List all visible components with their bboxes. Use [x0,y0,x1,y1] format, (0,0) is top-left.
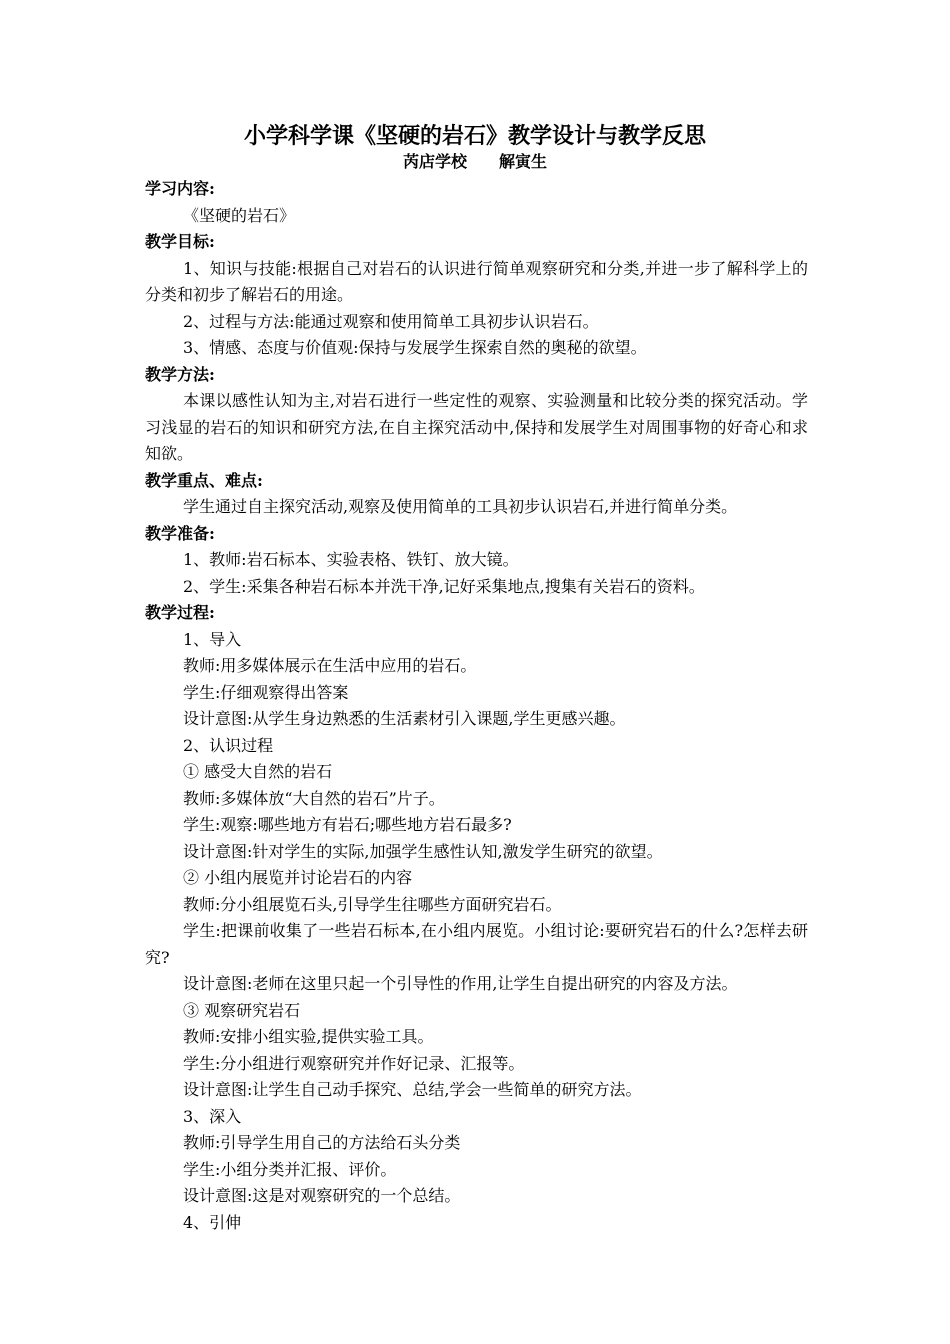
document-body [145,176,808,1236]
paragraph: 1、导入 [183,629,242,649]
paragraph: 设计意图:这是对观察研究的一个总结。 [183,1186,461,1205]
section-heading-goals: 教学目标: [145,232,215,251]
paragraph: 2、学生:采集各种岩石标本并洗干净,记好采集地点,搜集有关岩石的资料。 [183,576,705,596]
paragraph: 设计意图:老师在这里只起一个引导性的作用,让学生自提出研究的内容及方法。 [183,974,738,993]
paragraph: 本课以感性认知为主,对岩石进行一些定性的观察、实验测量和比较分类的探究活动。学习浅显的岩石的知识和研究方法,在自主探究活动中,保持和发展学生对周围事物的好奇心和求知欲。 [145,391,808,463]
paragraph: ③ 观察研究岩石 [183,1000,301,1020]
school-name: 芮店学校 [402,152,467,171]
paragraph: 设计意图:从学生身边熟悉的生活素材引入课题,学生更感兴趣。 [183,709,626,728]
author-name: 解寅生 [499,152,548,171]
paragraph: 1、教师:岩石标本、实验表格、铁钉、放大镜。 [183,550,519,569]
paragraph: 《坚硬的岩石》 [183,205,296,225]
section-heading-content: 学习内容: [145,179,215,198]
paragraph: 学生:把课前收集了一些岩石标本,在小组内展览。小组讨论:要研究岩石的什么?怎样去研究? [145,921,808,967]
paragraph: 教师:安排小组实验,提供实验工具。 [183,1027,434,1046]
paragraph: 设计意图:让学生自己动手探究、总结,学会一些简单的研究方法。 [183,1080,642,1099]
paragraph: 2、过程与方法:能通过观察和使用简单工具初步认识岩石。 [183,311,599,331]
paragraph: 教师:引导学生用自己的方法给石头分类 [183,1133,461,1152]
paragraph: 3、情感、态度与价值观:保持与发展学生探索自然的奥秘的欲望。 [183,338,647,357]
paragraph: 教师:分小组展览石头,引导学生往哪些方面研究岩石。 [183,894,562,914]
paragraph: ① 感受大自然的岩石 [183,762,333,781]
paragraph: 3、深入 [183,1106,242,1126]
paragraph: 学生:小组分类并汇报、评价。 [183,1159,397,1179]
paragraph: 学生:仔细观察得出答案 [183,682,349,702]
paragraph: 教师:多媒体放“大自然的岩石”片子。 [183,788,445,808]
paragraph: 设计意图:针对学生的实际,加强学生感性认知,激发学生研究的欲望。 [183,841,663,861]
paragraph: 学生:观察:哪些地方有岩石;哪些地方岩石最多? [183,815,512,834]
paragraph: 4、引伸 [183,1212,242,1232]
document-byline [0,150,950,174]
paragraph: 学生:分小组进行观察研究并作好记录、汇报等。 [183,1053,525,1073]
paragraph: 学生通过自主探究活动,观察及使用简单的工具初步认识岩石,并进行简单分类。 [183,497,738,516]
paragraph: 2、认识过程 [183,735,274,755]
section-heading-methods: 教学方法: [145,364,215,384]
paragraph: 1、知识与技能:根据自己对岩石的认识进行简单观察研究和分类,并进一步了解科学上的分类和初步了解岩石的用途。 [145,258,808,304]
paragraph: ② 小组内展览并讨论岩石的内容 [183,868,413,887]
document-title: 小学科学课《坚硬的岩石》教学设计与教学反思 [243,123,706,149]
section-heading-prep: 教学准备: [145,523,215,543]
section-heading-keypoints: 教学重点、难点: [145,470,263,490]
section-heading-process: 教学过程: [145,603,215,622]
paragraph: 教师:用多媒体展示在生活中应用的岩石。 [183,656,477,675]
